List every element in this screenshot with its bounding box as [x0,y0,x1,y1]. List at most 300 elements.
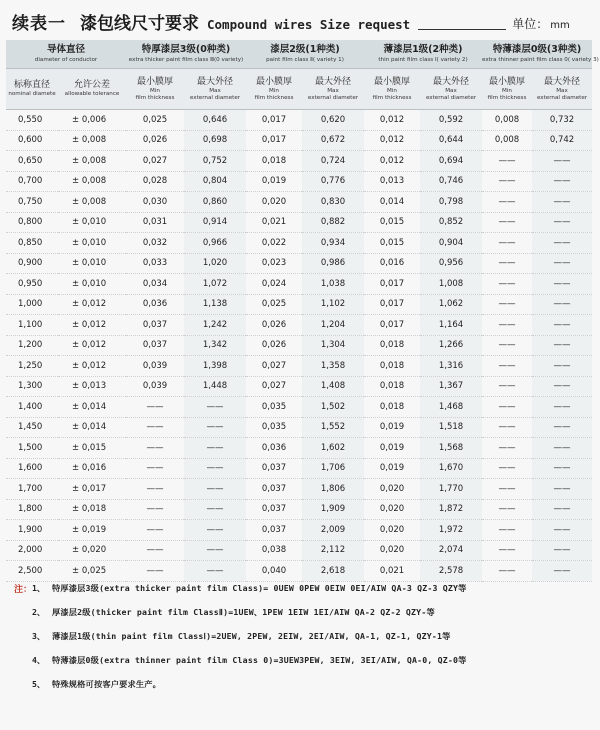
max-diameter-cell: 0,752 [184,151,246,172]
column-label-cn: 允许公差 [73,80,110,90]
min-film-cell: 0,020 [364,499,420,520]
max-diameter-cell: 1,342 [184,335,246,356]
note-text: 厚漆层2级(thicker paint film ClassⅡ)=1UEW、1PEW 1EIW 1EI/AIW QA-2 QZ-2 QZY-等 [52,606,435,617]
max-diameter-cell: 1,806 [302,479,364,500]
note-item [14,675,592,693]
min-film-cell: —— [482,561,532,582]
table-row [6,458,592,479]
table-row [6,294,592,315]
notes-section [14,579,592,699]
column-label-en: Max [327,87,339,94]
min-film-cell: 0,033 [126,253,184,274]
min-film-cell: 0,026 [246,335,302,356]
min-film-cell: 0,036 [126,294,184,315]
min-film-cell: —— [126,397,184,418]
max-diameter-cell: 1,304 [302,335,364,356]
min-film-cell: 0,021 [246,212,302,233]
max-diameter-cell: 0,804 [184,171,246,192]
column-label-cn: 最大外径 [433,76,470,87]
group-header-conductor [6,40,126,69]
max-diameter-cell: 0,732 [532,110,592,131]
min-film-cell: 0,014 [364,192,420,213]
min-film-cell: —— [482,417,532,438]
max-diameter-cell: 1,468 [420,397,482,418]
max-diameter-cell: —— [532,315,592,336]
max-diameter-cell: 0,694 [420,151,482,172]
tolerance-cell: ± 0,006 [58,110,126,131]
title-underline [418,29,506,30]
nominal-diameter-cell: 0,950 [6,274,58,295]
min-film-cell: 0,036 [246,438,302,459]
max-diameter-cell: —— [184,540,246,561]
max-diameter-cell: 0,904 [420,233,482,254]
group-label-en: paint film class Ⅱ( variety 1) [266,57,344,63]
min-film-cell: 0,024 [246,274,302,295]
min-film-cell: 0,015 [364,233,420,254]
max-diameter-cell: 0,986 [302,253,364,274]
max-diameter-cell: 1,518 [420,417,482,438]
min-film-cell: 0,012 [364,110,420,131]
max-diameter-cell: —— [532,397,592,418]
column-label-en: external diameter [425,94,477,101]
max-diameter-cell: 2,112 [302,540,364,561]
min-film-cell: —— [482,294,532,315]
min-film-cell: 0,032 [126,233,184,254]
column-header-min-film [364,69,420,110]
max-diameter-cell: 0,852 [420,212,482,233]
nominal-diameter-cell: 1,200 [6,335,58,356]
notes-prefix: 注： [14,584,33,595]
nominal-diameter-cell: 1,450 [6,417,58,438]
min-film-cell: 0,026 [126,130,184,151]
min-film-cell: 0,035 [246,417,302,438]
max-diameter-cell: 0,644 [420,130,482,151]
tolerance-cell: ± 0,008 [58,130,126,151]
group-label-en: extra thinner paint film class 0( variety 3) [482,57,599,63]
max-diameter-cell: 0,742 [532,130,592,151]
min-film-cell: —— [482,233,532,254]
min-film-cell: 0,016 [364,253,420,274]
max-diameter-cell: —— [532,335,592,356]
table-row [6,479,592,500]
tolerance-cell: ± 0,008 [58,171,126,192]
min-film-cell: —— [482,356,532,377]
max-diameter-cell: —— [532,233,592,254]
column-header-max-diameter [532,69,592,110]
min-film-cell: 0,020 [364,520,420,541]
table-row [6,499,592,520]
min-film-cell: 0,008 [482,110,532,131]
group-header-class-0 [482,40,599,69]
nominal-diameter-cell: 0,750 [6,192,58,213]
tolerance-cell: ± 0,012 [58,356,126,377]
max-diameter-cell: 1,872 [420,499,482,520]
nominal-diameter-cell: 1,600 [6,458,58,479]
min-film-cell: —— [482,315,532,336]
column-header-max-diameter [302,69,364,110]
max-diameter-cell: 1,602 [302,438,364,459]
max-diameter-cell: —— [532,438,592,459]
column-header-min-film [246,69,302,110]
max-diameter-cell: 1,502 [302,397,364,418]
min-film-cell: —— [126,561,184,582]
nominal-diameter-cell: 1,400 [6,397,58,418]
column-header-min-film [482,69,532,110]
unit-label: 单位： [512,17,549,31]
max-diameter-cell: 1,670 [420,458,482,479]
nominal-diameter-cell: 0,550 [6,110,58,131]
max-diameter-cell: 1,448 [184,376,246,397]
max-diameter-cell: 2,009 [302,520,364,541]
min-film-cell: 0,037 [246,520,302,541]
nominal-diameter-cell: 2,500 [6,561,58,582]
column-label-en: external diameter [536,94,588,101]
max-diameter-cell: 1,398 [184,356,246,377]
min-film-cell: 0,018 [364,335,420,356]
min-film-cell: 0,037 [126,315,184,336]
tolerance-cell: ± 0,018 [58,499,126,520]
min-film-cell: —— [482,212,532,233]
max-diameter-cell: 0,860 [184,192,246,213]
nominal-diameter-cell: 0,900 [6,253,58,274]
tolerance-cell: ± 0,010 [58,274,126,295]
max-diameter-cell: —— [532,356,592,377]
min-film-cell: 0,019 [364,458,420,479]
column-label-en: external diameter [307,94,359,101]
min-film-cell: 0,034 [126,274,184,295]
table-row [6,438,592,459]
max-diameter-cell: —— [184,479,246,500]
max-diameter-cell: 1,552 [302,417,364,438]
max-diameter-cell: 0,956 [420,253,482,274]
note-number: 3、 [32,630,46,641]
max-diameter-cell: —— [532,561,592,582]
min-film-cell: 0,013 [364,171,420,192]
column-label-en: Min [387,87,397,94]
max-diameter-cell: —— [532,376,592,397]
column-label-en: Min [502,87,512,94]
column-header-max-diameter [184,69,246,110]
tolerance-cell: ± 0,012 [58,335,126,356]
tolerance-cell: ± 0,008 [58,192,126,213]
size-spec-table [6,40,599,582]
min-film-cell: 0,026 [246,315,302,336]
min-film-cell: —— [482,253,532,274]
max-diameter-cell: 0,882 [302,212,364,233]
min-film-cell: 0,022 [246,233,302,254]
max-diameter-cell: —— [532,171,592,192]
max-diameter-cell: 0,798 [420,192,482,213]
min-film-cell: —— [482,151,532,172]
max-diameter-cell: 2,578 [420,561,482,582]
group-label-cn: 特薄漆层0级(3种类) [492,44,582,55]
group-label-cn: 特厚漆层3级(0种类) [141,44,231,55]
min-film-cell: —— [126,520,184,541]
page-title-cn: 漆包线尺寸要求 [80,14,199,34]
group-label-cn: 导体直径 [46,44,85,55]
max-diameter-cell: 0,698 [184,130,246,151]
max-diameter-cell: —— [532,253,592,274]
table-row [6,417,592,438]
max-diameter-cell: 1,358 [302,356,364,377]
max-diameter-cell: —— [184,561,246,582]
table-row [6,356,592,377]
min-film-cell: —— [126,479,184,500]
min-film-cell: 0,020 [364,479,420,500]
unit-value: mm [550,20,570,31]
max-diameter-cell: 1,164 [420,315,482,336]
group-label-en: extra thicker paint film class Ⅲ(0 variety) [128,57,244,63]
note-number: 1、 [32,582,46,593]
min-film-cell: 0,017 [364,294,420,315]
tolerance-cell: ± 0,012 [58,315,126,336]
tolerance-cell: ± 0,010 [58,253,126,274]
column-header-tolerance [58,69,126,110]
min-film-cell: 0,025 [246,294,302,315]
max-diameter-cell: 0,966 [184,233,246,254]
min-film-cell: —— [482,397,532,418]
min-film-cell: —— [482,376,532,397]
min-film-cell: 0,039 [126,376,184,397]
table-row [6,212,592,233]
column-label-en: film thickness [487,94,527,101]
max-diameter-cell: 0,934 [302,233,364,254]
table-row [6,540,592,561]
table-row [6,192,592,213]
max-diameter-cell: 1,138 [184,294,246,315]
note-text: 特薄漆层0级(extra thinner paint film Class 0)=3UEW3PEW, 3EIW, 3EI/AIW, QA-0, QZ-0等 [52,654,467,665]
min-film-cell: 0,031 [126,212,184,233]
max-diameter-cell: —— [184,417,246,438]
note-text: 特厚漆层3级(extra thicker paint film Class)= 0UEW 0PEW 0EIW 0EI/AIW QA-3 QZ-3 QZY等 [52,582,467,593]
tolerance-cell: ± 0,017 [58,479,126,500]
table-row [6,253,592,274]
table-row [6,151,592,172]
table-row [6,397,592,418]
max-diameter-cell: 1,008 [420,274,482,295]
max-diameter-cell: —— [532,499,592,520]
tolerance-cell: ± 0,008 [58,151,126,172]
tolerance-cell: ± 0,014 [58,417,126,438]
nominal-diameter-cell: 1,700 [6,479,58,500]
max-diameter-cell: 1,909 [302,499,364,520]
table-row [6,110,592,131]
note-number: 4、 [32,654,46,665]
column-label-cn: 最小膜厚 [255,76,292,87]
min-film-cell: 0,018 [364,376,420,397]
min-film-cell: 0,025 [126,110,184,131]
max-diameter-cell: 2,074 [420,540,482,561]
min-film-cell: 0,018 [364,356,420,377]
note-item [14,579,592,597]
group-label-en: thin paint film class Ⅰ( variety 2) [378,57,468,63]
min-film-cell: 0,017 [246,110,302,131]
tolerance-cell: ± 0,025 [58,561,126,582]
table-row [6,561,592,582]
max-diameter-cell: 1,316 [420,356,482,377]
column-header-min-film [126,69,184,110]
min-film-cell: 0,017 [364,274,420,295]
max-diameter-cell: —— [532,294,592,315]
column-label-en: nominal diamete [8,91,56,97]
min-film-cell: 0,020 [364,540,420,561]
nominal-diameter-cell: 1,100 [6,315,58,336]
max-diameter-cell: —— [532,479,592,500]
note-text: 特殊规格可按客户要求生产。 [52,678,162,689]
nominal-diameter-cell: 1,800 [6,499,58,520]
tolerance-cell: ± 0,010 [58,212,126,233]
max-diameter-cell: —— [184,499,246,520]
group-header-class-2 [246,40,364,69]
column-header-row [6,69,592,110]
min-film-cell: —— [482,192,532,213]
max-diameter-cell: 1,266 [420,335,482,356]
column-label-cn: 最大外径 [315,76,352,87]
min-film-cell: 0,017 [364,315,420,336]
table-row [6,130,592,151]
min-film-cell: 0,037 [126,335,184,356]
tolerance-cell: ± 0,012 [58,294,126,315]
min-film-cell: 0,030 [126,192,184,213]
tolerance-cell: ± 0,010 [58,233,126,254]
max-diameter-cell: 0,746 [420,171,482,192]
max-diameter-cell: —— [532,540,592,561]
max-diameter-cell: —— [184,438,246,459]
group-label-cn: 漆层2级(1种类) [270,44,340,55]
nominal-diameter-cell: 1,900 [6,520,58,541]
max-diameter-cell: —— [532,458,592,479]
min-film-cell: 0,027 [246,356,302,377]
min-film-cell: —— [482,458,532,479]
min-film-cell: 0,015 [364,212,420,233]
min-film-cell: —— [482,438,532,459]
max-diameter-cell: 1,204 [302,315,364,336]
max-diameter-cell: 0,776 [302,171,364,192]
min-film-cell: —— [126,540,184,561]
table-row [6,274,592,295]
max-diameter-cell: 0,620 [302,110,364,131]
min-film-cell: —— [126,458,184,479]
column-label-en: Max [209,87,221,94]
column-label-en: Min [150,87,160,94]
nominal-diameter-cell: 0,850 [6,233,58,254]
min-film-cell: —— [482,499,532,520]
note-item [14,627,592,645]
min-film-cell: 0,035 [246,397,302,418]
table-row [6,233,592,254]
min-film-cell: —— [482,520,532,541]
min-film-cell: 0,021 [364,561,420,582]
tolerance-cell: ± 0,015 [58,438,126,459]
max-diameter-cell: 1,038 [302,274,364,295]
max-diameter-cell: 1,972 [420,520,482,541]
min-film-cell: —— [482,335,532,356]
max-diameter-cell: —— [532,417,592,438]
note-item [14,603,592,621]
tolerance-cell: ± 0,020 [58,540,126,561]
table-row [6,315,592,336]
min-film-cell: 0,027 [126,151,184,172]
group-label-cn: 薄漆层1级(2种类) [383,44,463,55]
nominal-diameter-cell: 0,650 [6,151,58,172]
max-diameter-cell: —— [184,458,246,479]
max-diameter-cell: 2,618 [302,561,364,582]
column-label-en: film thickness [372,94,412,101]
min-film-cell: 0,018 [364,397,420,418]
table-body [6,110,592,582]
column-header-max-diameter [420,69,482,110]
column-header-nominal-diameter [6,69,58,110]
nominal-diameter-cell: 0,600 [6,130,58,151]
max-diameter-cell: 1,242 [184,315,246,336]
tolerance-cell: ± 0,016 [58,458,126,479]
min-film-cell: 0,040 [246,561,302,582]
column-label-en: allowable tolerance [64,91,120,97]
column-label-cn: 最大外径 [544,76,581,87]
group-header-row [6,40,592,69]
table-row [6,520,592,541]
max-diameter-cell: —— [184,397,246,418]
min-film-cell: 0,017 [246,130,302,151]
column-label-en: film thickness [135,94,175,101]
note-number: 5、 [32,678,46,689]
max-diameter-cell: 0,830 [302,192,364,213]
nominal-diameter-cell: 1,250 [6,356,58,377]
tolerance-cell: ± 0,019 [58,520,126,541]
max-diameter-cell: 0,672 [302,130,364,151]
min-film-cell: —— [482,540,532,561]
column-label-en: external diameter [189,94,241,101]
title-bar [12,8,592,34]
column-label-cn: 最小膜厚 [136,76,173,87]
max-diameter-cell: —— [532,212,592,233]
max-diameter-cell: 1,706 [302,458,364,479]
min-film-cell: 0,019 [364,417,420,438]
nominal-diameter-cell: 1,300 [6,376,58,397]
group-header-class-1 [364,40,482,69]
column-label-cn: 最小膜厚 [489,76,526,87]
table-row [6,171,592,192]
column-label-en: Max [556,87,568,94]
min-film-cell: 0,012 [364,130,420,151]
group-label-en: diameter of conductor [34,57,98,63]
column-label-cn: 最小膜厚 [374,76,411,87]
table-row [6,376,592,397]
min-film-cell: 0,023 [246,253,302,274]
note-text: 薄漆层1级(thin paint film ClassⅠ)=2UEW, 2PEW, 2EIW, 2EI/AIW, QA-1, QZ-1, QZY-1等 [52,630,451,641]
tolerance-cell: ± 0,013 [58,376,126,397]
column-label-cn: 最大外径 [196,76,233,87]
page-title-en: Compound wires Size request [207,17,411,32]
min-film-cell: 0,027 [246,376,302,397]
table-continuation-title: 续表一 [12,14,66,34]
note-item [14,651,592,669]
max-diameter-cell: 1,568 [420,438,482,459]
max-diameter-cell: 0,646 [184,110,246,131]
max-diameter-cell: —— [532,274,592,295]
max-diameter-cell: —— [184,520,246,541]
nominal-diameter-cell: 1,000 [6,294,58,315]
max-diameter-cell: 0,724 [302,151,364,172]
min-film-cell: —— [482,274,532,295]
min-film-cell: 0,028 [126,171,184,192]
min-film-cell: 0,008 [482,130,532,151]
tolerance-cell: ± 0,014 [58,397,126,418]
nominal-diameter-cell: 1,500 [6,438,58,459]
min-film-cell: 0,039 [126,356,184,377]
max-diameter-cell: 1,072 [184,274,246,295]
table-row [6,335,592,356]
